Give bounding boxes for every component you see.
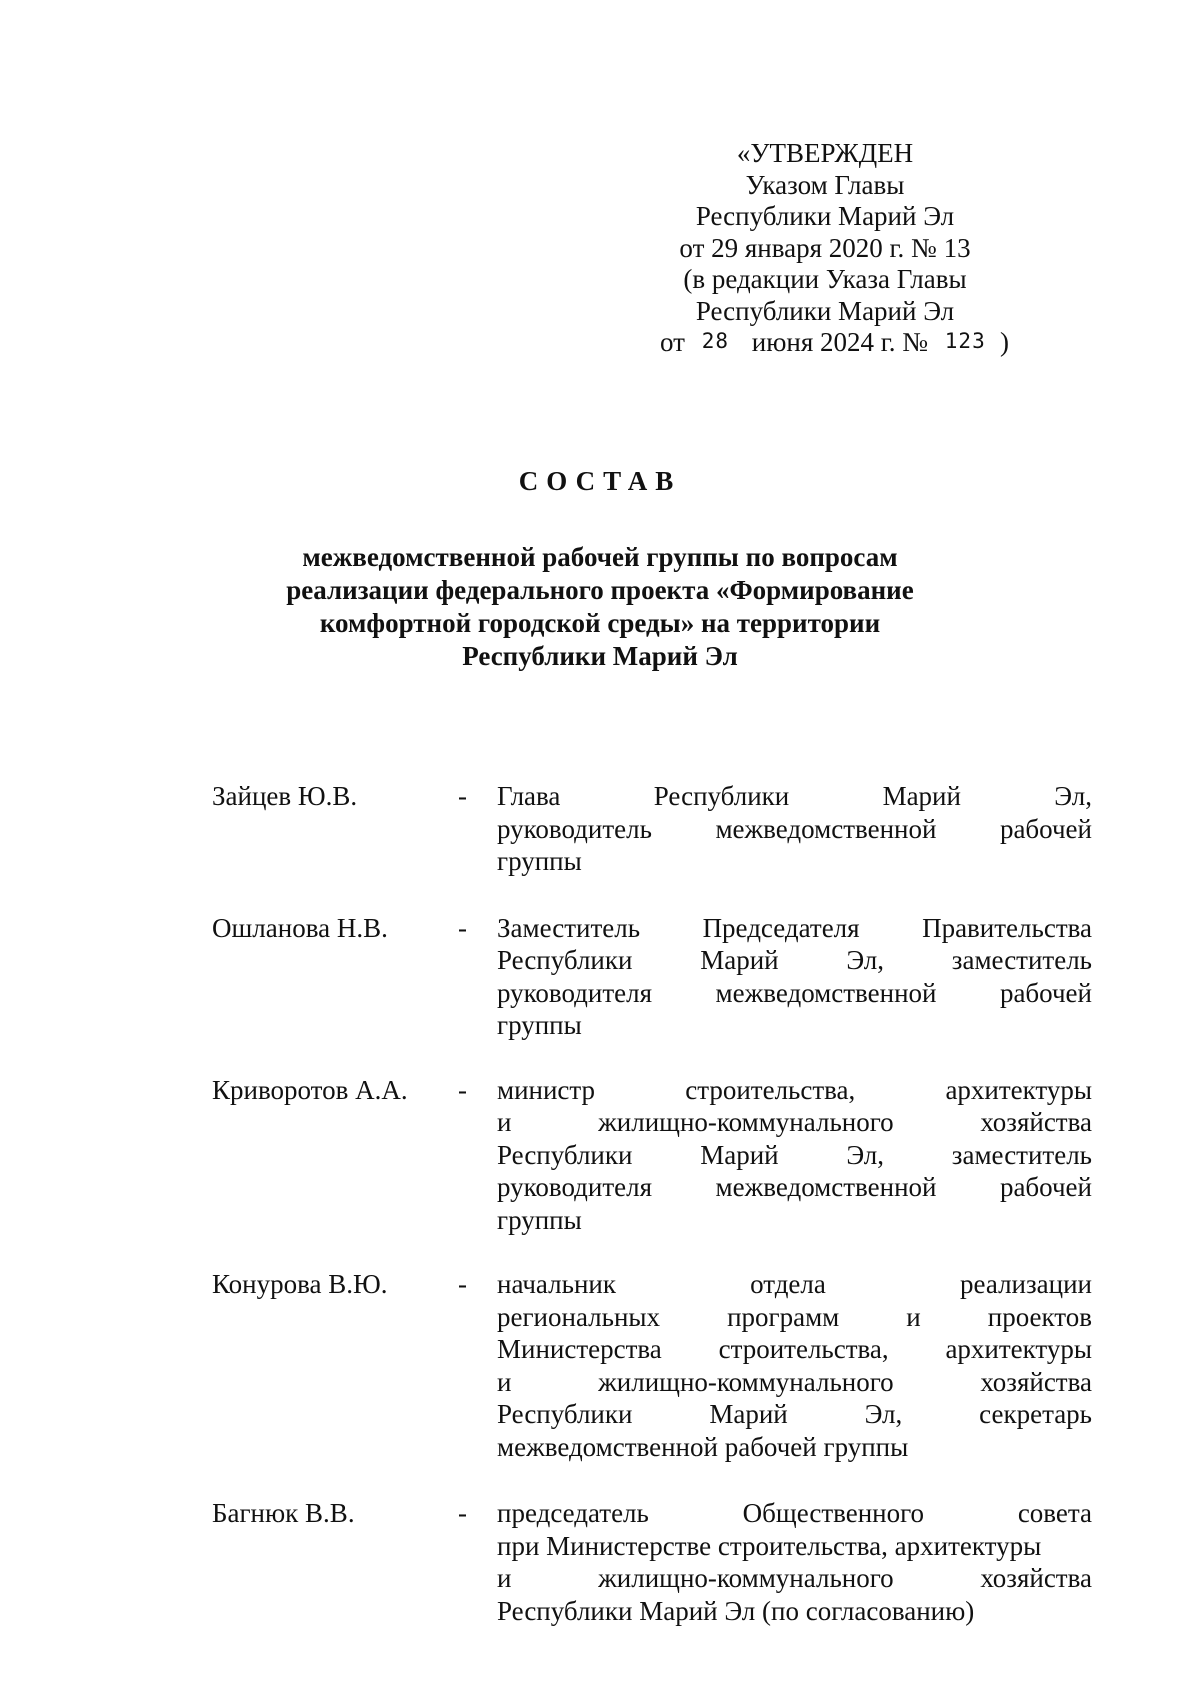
member-role (497, 780, 1092, 878)
member-role-word: и (497, 1563, 512, 1593)
document-subtitle (250, 541, 950, 673)
approval-line-revision-date (660, 327, 1009, 361)
member-row (212, 1074, 1092, 1237)
member-role-line (497, 1268, 1092, 1301)
member-role-line (497, 1301, 1092, 1334)
member-row (212, 1497, 1092, 1627)
member-role-word: проектов (987, 1301, 1092, 1332)
member-role-word: программ (727, 1301, 840, 1332)
member-role-word: Марий (700, 1139, 779, 1170)
revision-close-paren: ) (1000, 327, 1009, 357)
approval-line-republic: Республики Марий Эл (695, 201, 955, 231)
member-role-word: и (906, 1301, 921, 1332)
member-role-word: Марий (700, 945, 779, 975)
member-name: Багнюк В.В. (212, 1498, 355, 1528)
member-role-word: хозяйства (980, 1107, 1092, 1137)
approval-line-date: от 29 января 2020 г. № 13 (679, 232, 971, 263)
member-role-word: руководителя (497, 977, 653, 1008)
member-role-word: группы (497, 1204, 582, 1235)
member-role-word: рабочей (999, 977, 1092, 1008)
member-role-word: Заместитель (497, 912, 641, 943)
member-role-word: межведомственной (715, 1172, 937, 1202)
member-role-word: региональных (497, 1301, 661, 1332)
member-role-word: Республики Марий Эл (по согласованию) (497, 1595, 975, 1626)
member-role-word: Правительства (922, 912, 1092, 943)
member-role-word: Республики (497, 1139, 633, 1170)
member-name: Криворотов А.А. (212, 1074, 408, 1105)
member-role-word: совета (1017, 1498, 1092, 1528)
member-role-word: межведомственной (715, 977, 937, 1008)
member-role-word: жилищно-коммунального (598, 1366, 894, 1397)
member-role-line (497, 1595, 1092, 1628)
member-role-word: Республики (653, 781, 790, 811)
member-name: Конурова В.Ю. (212, 1269, 388, 1299)
member-role-line (497, 1106, 1092, 1139)
member-role-word: и (497, 1107, 512, 1137)
approval-line-republic-2: Республики Марий Эл (695, 295, 955, 326)
member-role-word: Эл, (846, 945, 885, 975)
member-role-line (497, 912, 1092, 945)
member-role-word: строительства, (685, 1074, 856, 1105)
member-role-line (497, 1398, 1092, 1431)
member-role-word: при Министерстве строительства, архитектуры (497, 1530, 1042, 1561)
revision-month-year: июня 2024 г. № (751, 327, 929, 357)
member-role-word: и (497, 1366, 512, 1397)
member-row (212, 1268, 1092, 1463)
member-role-word: секретарь (979, 1399, 1092, 1429)
subtitle-line: Республики Марий Эл (462, 641, 738, 671)
member-role-word: реализации (960, 1269, 1092, 1299)
member-role-word: Эл, (864, 1399, 903, 1429)
member-dash: - (458, 1269, 467, 1299)
member-role-line (497, 1562, 1092, 1595)
member-role-word: руководитель (497, 813, 652, 844)
member-role-word: строительства, (718, 1334, 889, 1364)
member-role-line (497, 845, 1092, 878)
member-role (497, 912, 1092, 1042)
document-title: СОСТАВ (518, 466, 682, 496)
member-dash: - (458, 912, 467, 943)
member-role-word: архитектуры (945, 1334, 1092, 1364)
member-dash: - (458, 1498, 467, 1528)
member-role-word: отдела (750, 1269, 826, 1299)
member-role-word: Эл, (846, 1139, 885, 1170)
approval-stamp (660, 138, 1009, 361)
member-role-word: архитектуры (945, 1074, 1092, 1105)
member-role-word: жилищно-коммунального (598, 1107, 894, 1137)
revision-day: 28 (701, 329, 729, 353)
subtitle-line: реализации федерального проекта «Формирование (286, 575, 914, 605)
member-role-word: начальник (497, 1269, 616, 1299)
member-role-word: хозяйства (980, 1366, 1092, 1397)
member-role-word: межведомственной (715, 813, 937, 844)
member-role-word: Марий (882, 781, 961, 811)
member-name: Ошланова Н.В. (212, 912, 388, 943)
member-role-line (497, 1204, 1092, 1237)
member-role-word: хозяйства (980, 1563, 1092, 1593)
member-role-line (497, 1171, 1092, 1204)
member-role-line (497, 1530, 1092, 1563)
approval-line-decree: Указом Главы (745, 169, 905, 200)
member-role-word: заместитель (951, 1139, 1092, 1170)
member-role-line (497, 1333, 1092, 1366)
member-dash: - (458, 781, 467, 811)
member-role-word: Министерства (497, 1334, 662, 1364)
member-role-line (497, 944, 1092, 977)
member-role-word: руководителя (497, 1172, 653, 1202)
member-role-word: Марий (709, 1399, 788, 1429)
approval-line-approved: «УТВЕРЖДЕН (736, 138, 914, 168)
member-role-word: председатель (497, 1498, 649, 1528)
subtitle-line: межведомственной рабочей группы по вопросам (302, 542, 898, 572)
member-role-word: Эл, (1054, 781, 1092, 811)
member-role (497, 1268, 1092, 1463)
revision-number: 123 (944, 329, 986, 353)
member-role-word: рабочей (999, 1172, 1092, 1202)
member-role-word: Республики (497, 1399, 633, 1429)
member-role (497, 1497, 1092, 1627)
member-role-line (497, 1074, 1092, 1107)
approval-line-revision: (в редакции Указа Главы (683, 264, 967, 294)
member-role-word: группы (497, 846, 582, 876)
members-list (212, 780, 1092, 1643)
member-role-word: жилищно-коммунального (598, 1563, 894, 1593)
member-role-word: межведомственной рабочей группы (497, 1431, 909, 1462)
member-role-line (497, 977, 1092, 1010)
member-role-word: Республики (497, 945, 633, 975)
member-role-word: Глава (497, 781, 561, 811)
revision-prefix: от (660, 327, 685, 357)
member-role (497, 1074, 1092, 1237)
member-role-line (497, 1497, 1092, 1530)
member-role-word: группы (497, 1010, 582, 1040)
subtitle-line: комфортной городской среды» на территории (319, 608, 881, 638)
member-role-line (497, 1366, 1092, 1399)
member-row (212, 912, 1092, 1042)
member-role-line (497, 780, 1092, 813)
member-role-line (497, 1009, 1092, 1042)
member-role-word: заместитель (951, 945, 1092, 975)
member-dash: - (458, 1074, 467, 1105)
member-role-word: Общественного (742, 1498, 925, 1528)
member-role-line (497, 1431, 1092, 1464)
member-name: Зайцев Ю.В. (212, 781, 358, 811)
member-role-line (497, 1139, 1092, 1172)
member-row (212, 780, 1092, 878)
member-role-line (497, 813, 1092, 846)
member-role-word: рабочей (999, 813, 1092, 844)
member-role-word: Председателя (702, 912, 860, 943)
member-role-word: министр (497, 1074, 596, 1105)
